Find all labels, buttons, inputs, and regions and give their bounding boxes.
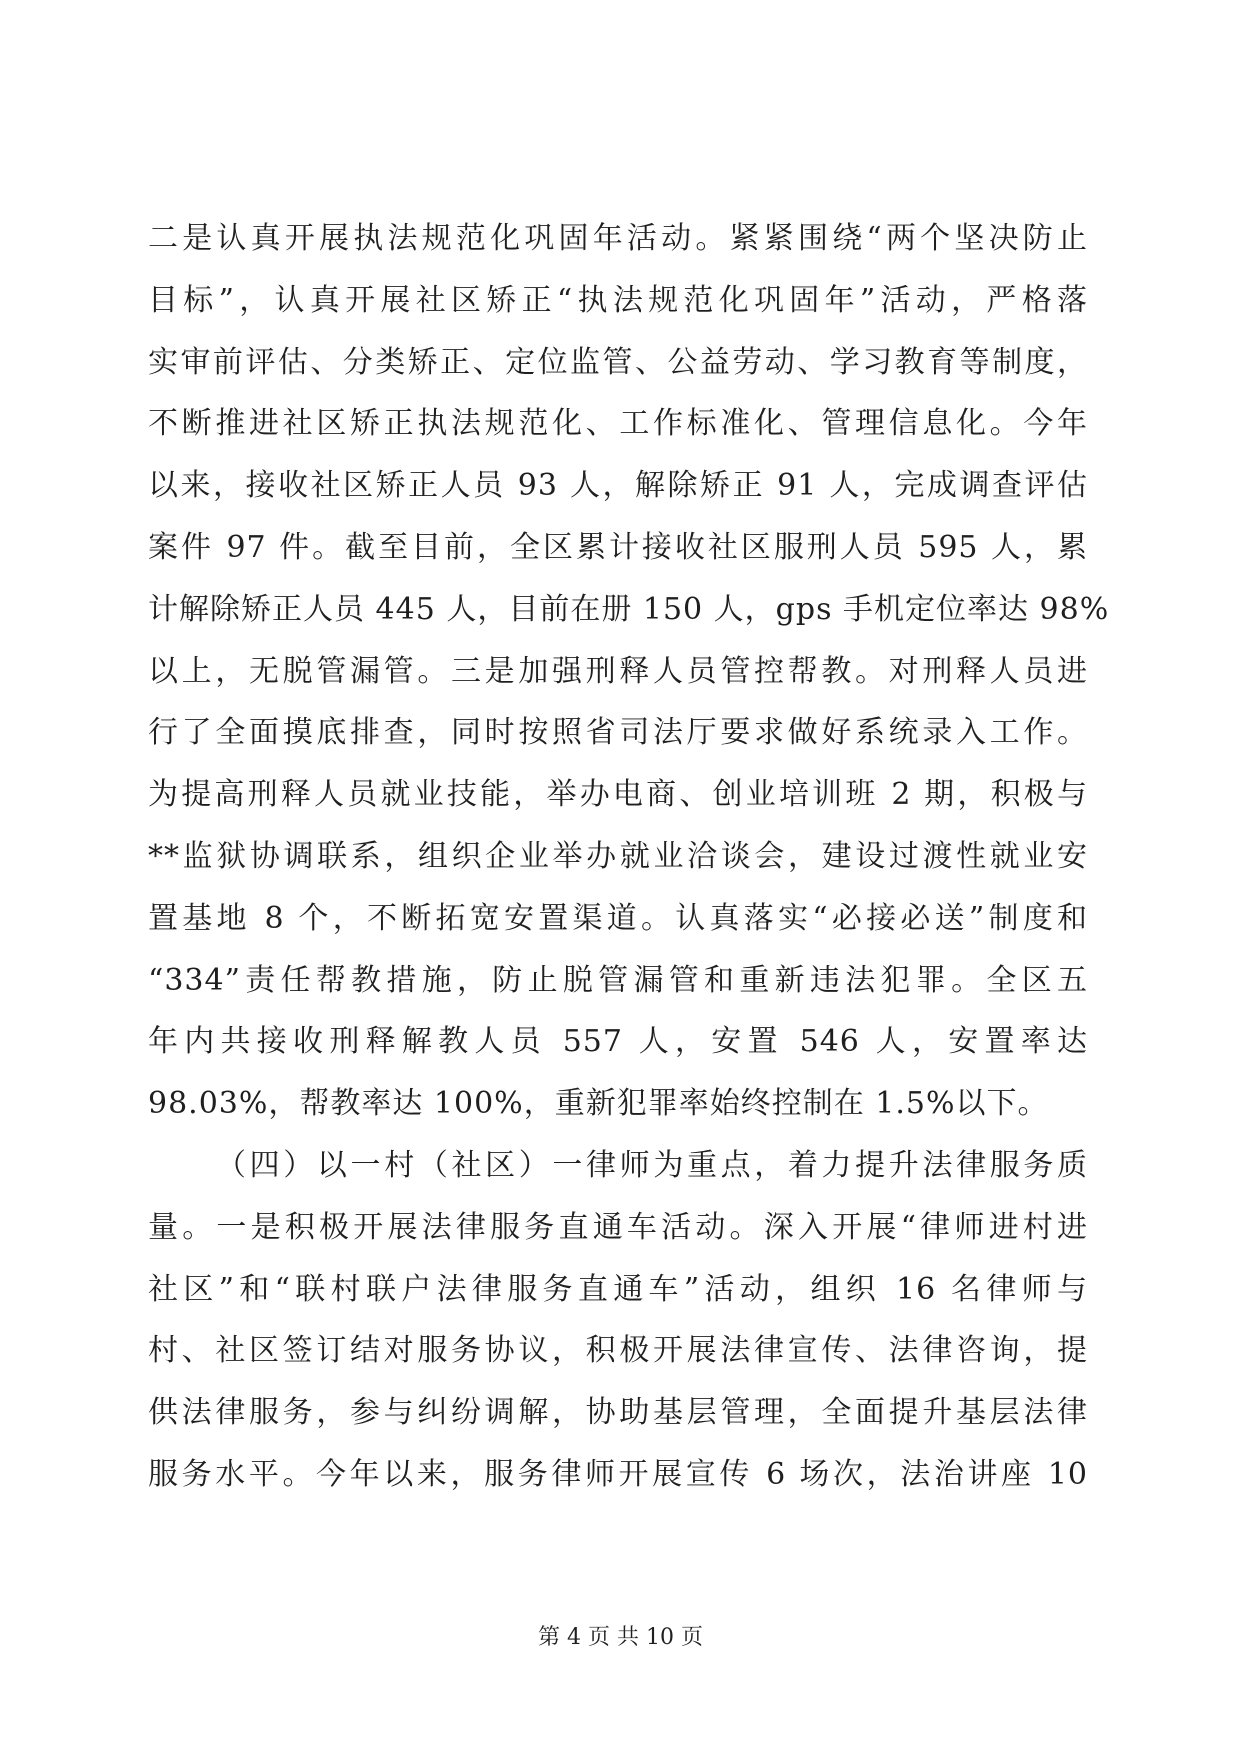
text-line: 为提高刑释人员就业技能，举办电商、创业培训班 2 期，积极与 — [148, 777, 1088, 813]
text-line: “334”责任帮教措施，防止脱管漏管和重新违法犯罪。全区五 — [148, 962, 1088, 998]
text-line: 行了全面摸底排查，同时按照省司法厅要求做好系统录入工作。 — [148, 715, 1088, 751]
text-line: 98.03%，帮教率达 100%，重新犯罪率始终控制在 1.5%以下。 — [148, 1086, 1049, 1122]
text-line: 以上，无脱管漏管。三是加强刑释人员管控帮教。对刑释人员进 — [148, 653, 1088, 689]
text-line: 实审前评估、分类矫正、定位监管、公益劳动、学习教育等制度， — [148, 344, 1088, 380]
text-line: 社区”和“联村联户法律服务直通车”活动，组织 16 名律师与 — [148, 1271, 1088, 1307]
text-line: 以来，接收社区矫正人员 93 人，解除矫正 91 人，完成调查评估 — [148, 468, 1088, 504]
text-line: 供法律服务，参与纠纷调解，协助基层管理，全面提升基层法律 — [148, 1395, 1088, 1431]
text-line: 服务水平。今年以来，服务律师开展宣传 6 场次，法治讲座 10 — [148, 1456, 1088, 1492]
text-line: 目标”，认真开展社区矫正“执法规范化巩固年”活动，严格落 — [148, 282, 1088, 318]
text-line: **监狱协调联系，组织企业举办就业洽谈会，建设过渡性就业安 — [148, 838, 1088, 874]
text-line: 二是认真开展执法规范化巩固年活动。紧紧围绕“两个坚决防止 — [148, 221, 1088, 256]
text-line: 村、社区签订结对服务协议，积极开展法律宣传、法律咨询，提 — [148, 1333, 1088, 1369]
text-line: 案件 97 件。截至目前，全区累计接收社区服刑人员 595 人，累 — [148, 529, 1088, 565]
text-line: 量。一是积极开展法律服务直通车活动。深入开展“律师进村进 — [148, 1209, 1088, 1245]
page-number-footer: 第 4 页 共 10 页 — [538, 1625, 703, 1650]
section-heading-line: （四）以一村（社区）一律师为重点，着力提升法律服务质 — [216, 1147, 1088, 1183]
text-line: 年内共接收刑释解教人员 557 人，安置 546 人，安置率达 — [148, 1024, 1088, 1060]
text-line: 计解除矫正人员 445 人，目前在册 150 人，gps 手机定位率达 98% — [148, 591, 1110, 627]
text-line: 不断推进社区矫正执法规范化、工作标准化、管理信息化。今年 — [148, 406, 1088, 442]
body-text — [148, 208, 1110, 1506]
text-line: 置基地 8 个，不断拓宽安置渠道。认真落实“必接必送”制度和 — [148, 900, 1088, 936]
